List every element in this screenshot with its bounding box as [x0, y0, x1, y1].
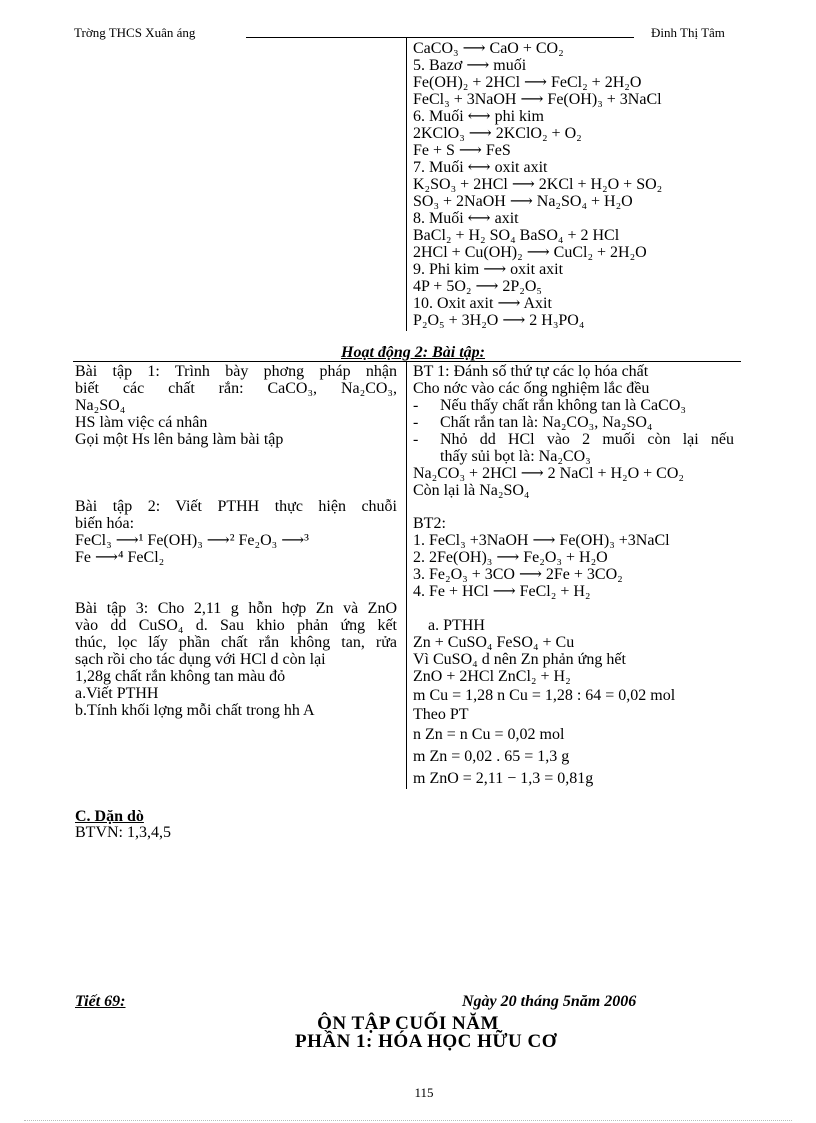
equation-line: Fe + S ⟶ FeS: [413, 142, 511, 159]
equation-line: Na₂CO₃ + 2HCl ⟶ 2 NaCl + H₂O + CO₂: [413, 465, 684, 482]
text-line: BT 1: Đánh số thứ tự các lọ hóa chất: [413, 363, 649, 380]
equation-line: 10. Oxit axit ⟶ Axit: [413, 295, 552, 312]
equation-line: 2KClO₃ ⟶ 2KClO₂ + O₂: [413, 125, 582, 142]
text-line: Bài tập 3: Cho 2,11 g hỗn hợp Zn và ZnO: [75, 600, 397, 617]
heading-review: ÔN TẬP CUỐI NĂM: [317, 1013, 499, 1034]
page-bottom-dotted-rule: [24, 1120, 792, 1121]
text-line: thấy sủi bọt là: Na₂CO₃: [440, 448, 591, 465]
equation-line: SO₃ + 2NaOH ⟶ Na₂SO₄ + H₂O: [413, 193, 633, 210]
equation-line: 2HCl + Cu(OH)₂ ⟶ CuCl₂ + 2H₂O: [413, 244, 647, 261]
calc-line: m Cu = 1,28 n Cu = 1,28 : 64 = 0,02 mol: [413, 687, 676, 704]
reaction-chain-line: FeCl₃ ⟶¹ Fe(OH)₃ ⟶² Fe₂O₃ ⟶³: [75, 532, 309, 549]
exercise-table-top-border: [73, 361, 741, 362]
equation-line: 2. 2Fe(OH)₃ ⟶ Fe₂O₃ + H₂O: [413, 549, 608, 566]
text-line: vào dd CuSO₄ d. Sau khio phản ứng kết: [75, 617, 397, 634]
header-author: Đinh Thị Tâm: [651, 25, 725, 40]
text-line: Nếu thấy chất rắn không tan là CaCO₃: [440, 397, 686, 414]
exercise-column-divider: [406, 361, 407, 789]
text-line: 1,28g chất rắn không tan màu đỏ: [75, 668, 286, 685]
heading-part: PHẦN 1: HÓA HỌC HỮU CƠ: [294, 1031, 558, 1052]
top-column-divider: [406, 38, 407, 331]
text-line: Gọi một Hs lên bảng làm bài tập: [75, 431, 284, 448]
equation-line: K₂SO₃ + 2HCl ⟶ 2KCl + H₂O + SO₂: [413, 176, 663, 193]
equation-line: 1. FeCl₃ +3NaOH ⟶ Fe(OH)₃ +3NaCl: [413, 532, 670, 549]
equation-line: ZnO + 2HCl ZnCl₂ + H₂: [413, 668, 571, 685]
lesson-date: Ngày 20 tháng 5năm 2006: [462, 993, 637, 1010]
reaction-chain-line: Fe ⟶⁴ FeCl₂: [75, 549, 165, 566]
text-line: Bài tập 2: Viết PTHH thực hiện chuỗi: [75, 498, 397, 515]
text-line: Cho nớc vào các ống nghiệm lắc đều: [413, 380, 650, 397]
text-line: thúc, lọc lấy phần chất rắn không tan, rửa: [75, 634, 397, 651]
bullet-marker: -: [413, 414, 419, 431]
equation-line: CaCO₃ ⟶ CaO + CO₂: [413, 40, 564, 57]
equation-line: 4P + 5O₂ ⟶ 2P₂O₅: [413, 278, 543, 295]
text-line: Na₂SO₄: [75, 397, 126, 414]
equation-line: 5. Bazơ ⟶ muối: [413, 57, 527, 74]
bullet-marker: -: [413, 397, 419, 414]
equation-line: 7. Muối ⟷ oxit axit: [413, 159, 548, 176]
equation-line: FeCl₃ + 3NaOH ⟶ Fe(OH)₃ + 3NaCl: [413, 91, 662, 108]
text-line: Bài tập 1: Trình bày phơng pháp nhận: [75, 363, 397, 380]
equation-line: P₂O₅ + 3H₂O ⟶ 2 H₃PO₄: [413, 312, 585, 329]
header-rule: [246, 37, 634, 38]
section-c-title: C. Dặn dò: [75, 808, 144, 825]
text-line: Vì CuSO₄ d nên Zn phản ứng hết: [413, 651, 626, 668]
text-line: Theo PT: [413, 706, 469, 723]
equation-line: Fe(OH)₂ + 2HCl ⟶ FeCl₂ + 2H₂O: [413, 74, 642, 91]
equation-line: 4. Fe + HCl ⟶ FeCl₂ + H₂: [413, 583, 591, 600]
text-line: a. PTHH: [428, 617, 485, 634]
lesson-label: Tiết 69:: [75, 993, 126, 1010]
text-line: Còn lại là Na₂SO₄: [413, 482, 530, 499]
page-number: 115: [414, 1085, 434, 1100]
section-c-body: BTVN: 1,3,4,5: [75, 824, 171, 841]
text-line: biết các chất rắn: CaCO₃, Na₂CO₃,: [75, 380, 397, 397]
text-line: a.Viết PTHH: [75, 685, 159, 702]
text-line: biến hóa:: [75, 515, 135, 532]
text-line: b.Tính khối lợng mỗi chất trong hh A: [75, 702, 315, 719]
text-line: BT2:: [413, 515, 446, 532]
calc-line: m Zn = 0,02 . 65 = 1,3 g: [413, 748, 570, 765]
equation-line: Zn + CuSO₄ FeSO₄ + Cu: [413, 634, 575, 651]
text-line: Chất rắn tan là: Na₂CO₃, Na₂SO₄: [440, 414, 653, 431]
bullet-marker: -: [413, 431, 419, 448]
activity-title: Hoạt động 2: Bài tập:: [341, 344, 486, 361]
text-line: sạch rồi cho tác dụng với HCl d còn lại: [75, 651, 326, 668]
text-line: Nhỏ dd HCl vào 2 muối còn lại nếu: [440, 431, 734, 448]
equation-line: BaCl₂ + H₂ SO₄ BaSO₄ + 2 HCl: [413, 227, 620, 244]
equation-line: 3. Fe₂O₃ + 3CO ⟶ 2Fe + 3CO₂: [413, 566, 623, 583]
calc-line: m ZnO = 2,11 − 1,3 = 0,81g: [413, 770, 594, 787]
equation-line: 8. Muối ⟷ axit: [413, 210, 519, 227]
equation-line: 6. Muối ⟷ phi kim: [413, 108, 544, 125]
text-line: HS làm việc cá nhân: [75, 414, 208, 431]
calc-line: n Zn = n Cu = 0,02 mol: [413, 726, 565, 743]
header-school: Trờng THCS Xuân áng: [74, 25, 196, 40]
equation-line: 9. Phi kim ⟶ oxit axit: [413, 261, 564, 278]
